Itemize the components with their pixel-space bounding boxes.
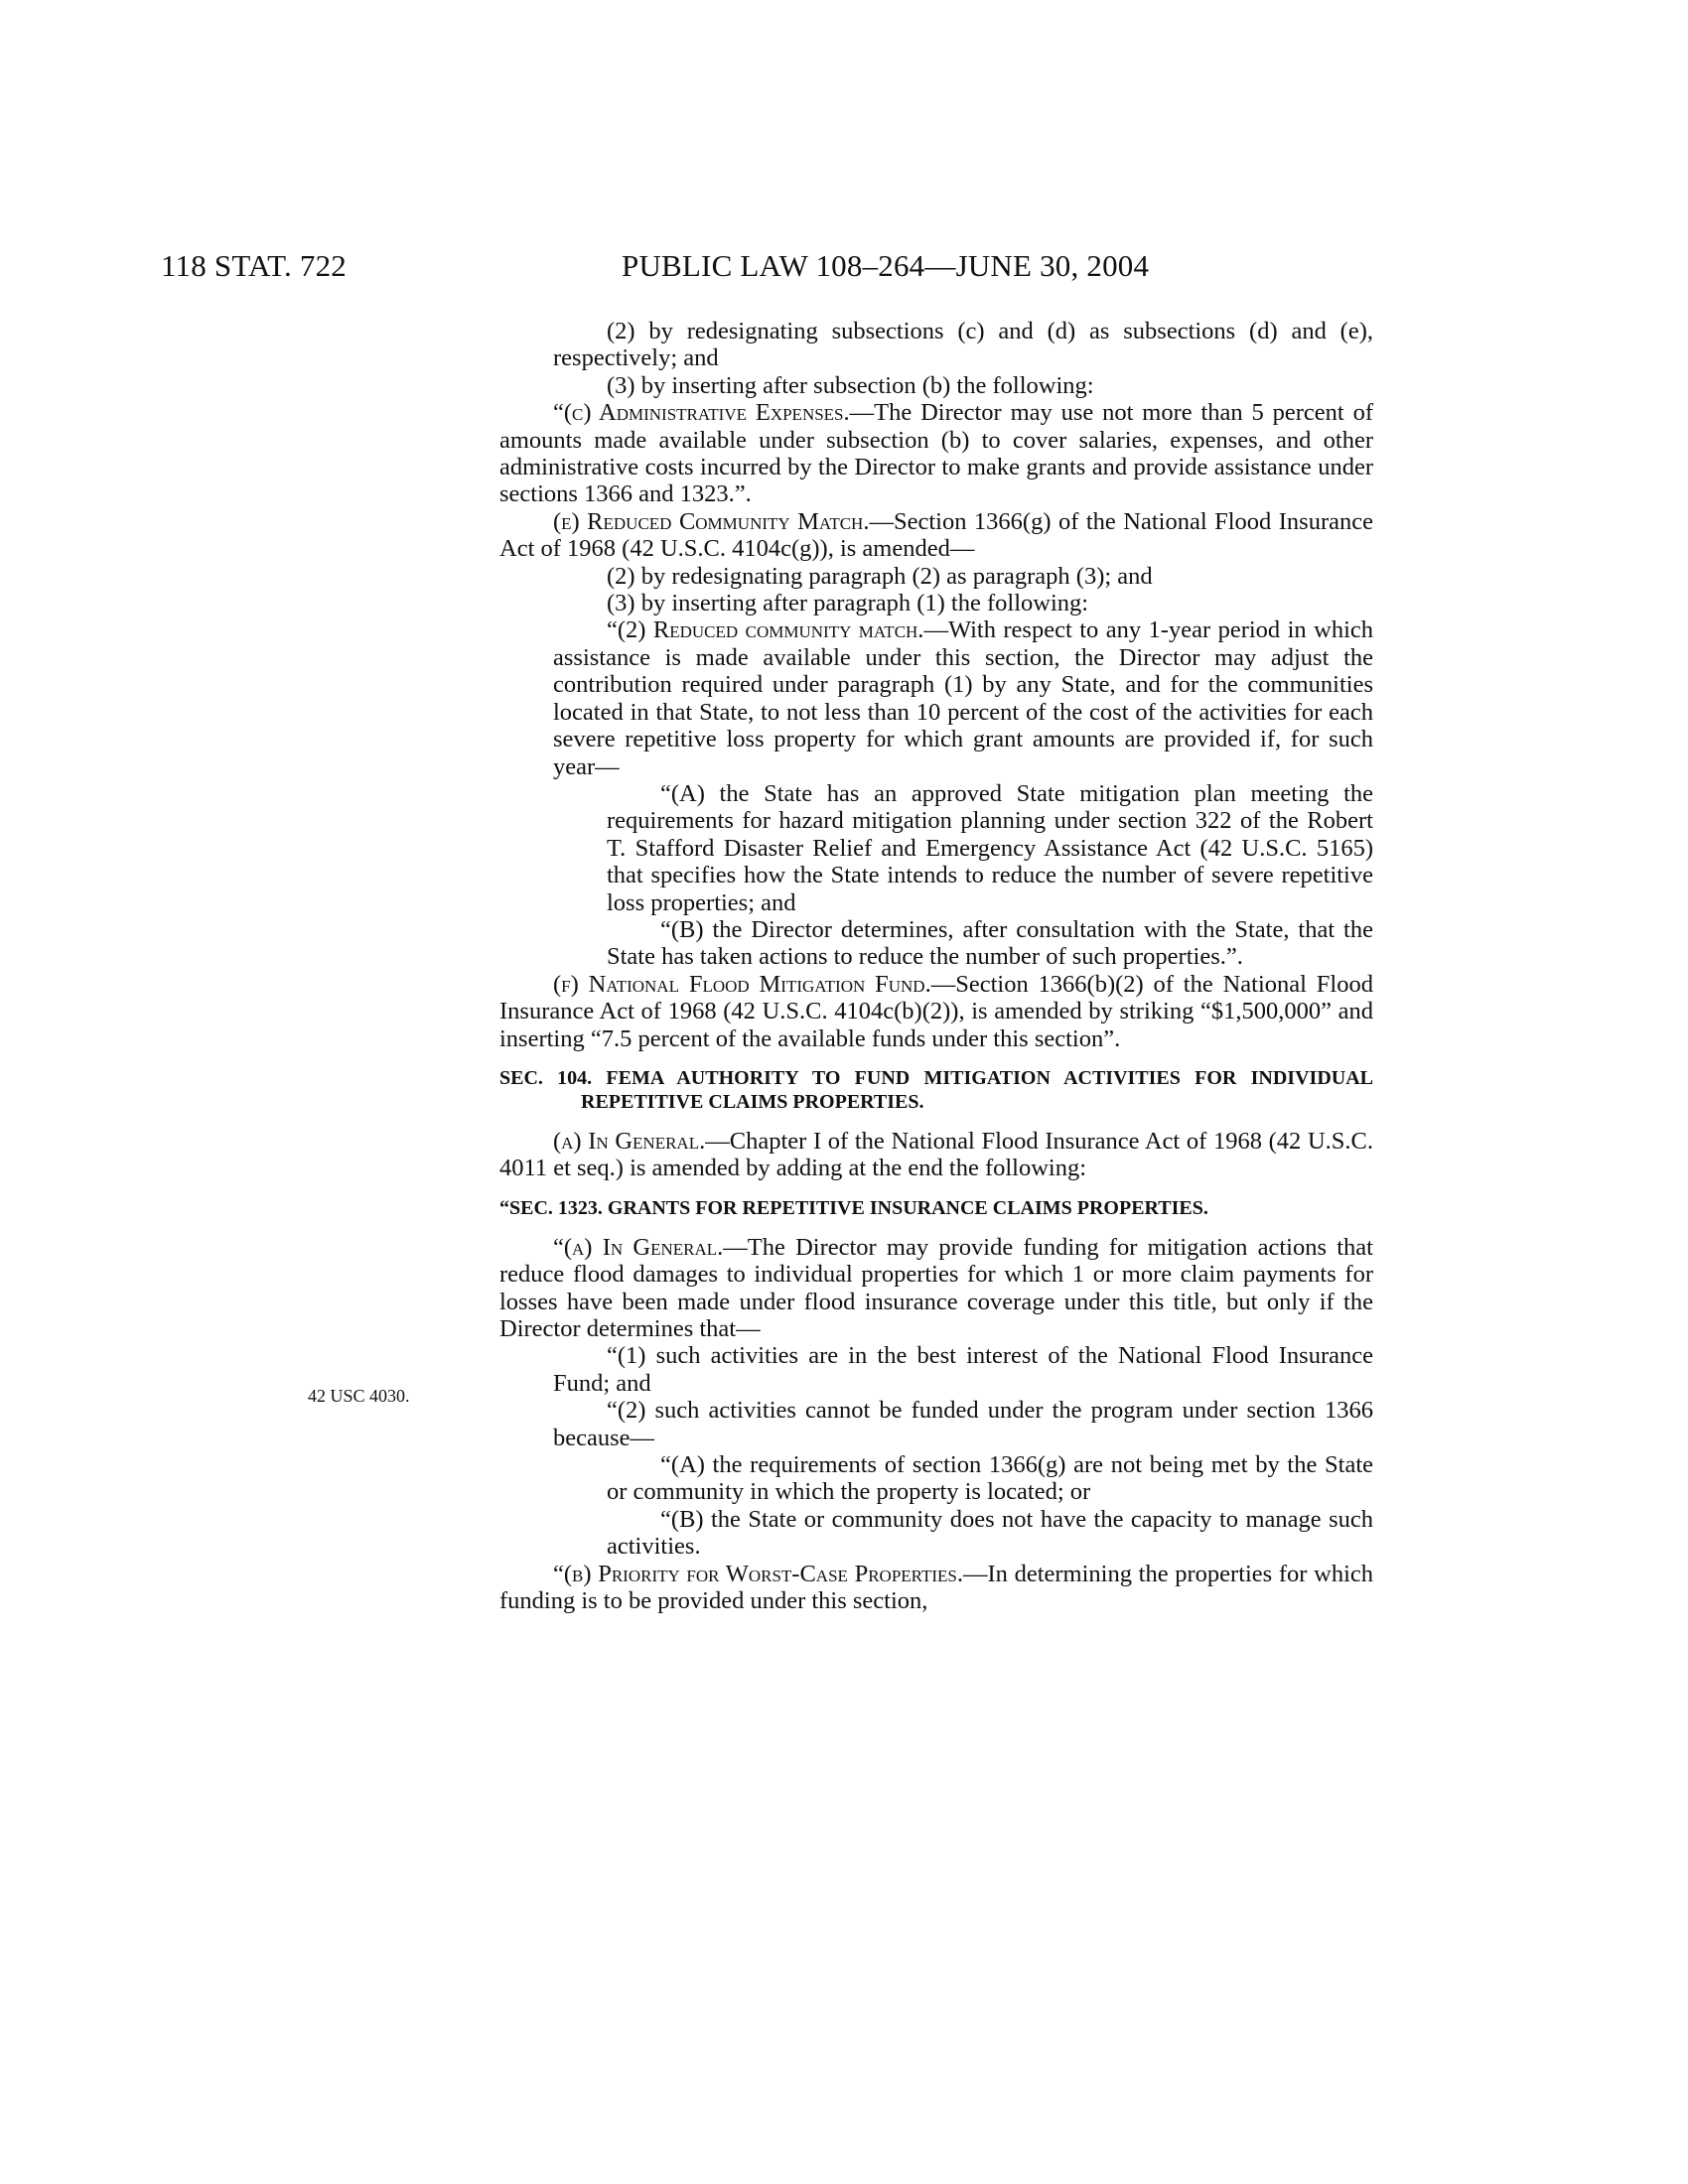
margin-citation: 42 USC 4030. xyxy=(308,1386,410,1406)
paragraph-text: —The Director may use not more than 5 percent of amounts made available under subsection (b) to cover salaries, expenses, and other administrative costs incurred by the Director to make grants and provide assistance under sections 1366 and 1323.”. xyxy=(499,399,1373,508)
paragraph: “(1) such activities are in the best interest of the National Flood Insurance Fund; and xyxy=(553,1342,1373,1397)
paragraph: (2) by redesignating paragraph (2) as paragraph (3); and xyxy=(607,562,1153,590)
section-heading: “SEC. 1323. GRANTS FOR REPETITIVE INSURANCE CLAIMS PROPERTIES. xyxy=(499,1196,1208,1219)
document-body xyxy=(499,318,1373,1614)
paragraph-text: —With respect to any 1-year period in which assistance is made available under this section, the Director may adjust the contribution required under paragraph (1) by any State, and for the communities located in that State, to not less than 10 percent of the cost of the activities for each severe repetitive loss property for which grant amounts are provided if, for such year— xyxy=(553,616,1373,780)
paragraph: (3) by inserting after paragraph (1) the following: xyxy=(607,590,1089,617)
subsection-heading: (f) National Flood Mitigation Fund. xyxy=(553,970,931,998)
subsection-heading: “(c) Administrative Expenses. xyxy=(553,399,850,427)
paragraph: (2) by redesignating subsections (c) and (d) as subsections (d) and (e), respectively; and xyxy=(553,318,1373,372)
paragraph xyxy=(499,508,1373,563)
subsection-heading: “(2) Reduced community match. xyxy=(607,616,924,644)
paragraph: “(B) the Director determines, after consultation with the State, that the State has taken actions to reduce the number of such properties.”. xyxy=(607,915,1373,971)
paragraph-text: —The Director may provide funding for mitigation actions that reduce flood damages to individual properties for which 1 or more claim payments for losses have been made under flood insurance coverage under this title, but only if the Director determines that— xyxy=(499,1233,1373,1342)
paragraph-text: —Section 1366(g) of the National Flood Insurance Act of 1968 (42 U.S.C. 4104c(g)), is amended— xyxy=(499,507,1373,563)
subsection-heading: (a) In General. xyxy=(553,1127,706,1155)
paragraph: “(2) such activities cannot be funded under the program under section 1366 because— xyxy=(553,1397,1373,1451)
paragraph: “(A) the State has an approved State mitigation plan meeting the requirements for hazard mitigation planning under section 322 of the Robert T. Stafford Disaster Relief and Emergency Assistance Act (42 U.S.C. 5165) that specifies how the State intends to reduce the number of severe repetitive loss properties; and xyxy=(607,779,1373,916)
paragraph-text: —In determining the properties for which funding is to be provided under this section, xyxy=(499,1560,1373,1615)
page-header-title: PUBLIC LAW 108–264—JUNE 30, 2004 xyxy=(622,248,1150,283)
paragraph-text: —Section 1366(b)(2) of the National Flood Insurance Act of 1968 (42 U.S.C. 4104c(b)(2)), is amended by striking “$1,500,000” and inserting “7.5 percent of the available funds under this section”. xyxy=(499,970,1373,1052)
paragraph xyxy=(499,616,1373,779)
paragraph: (3) by inserting after subsection (b) the following: xyxy=(607,371,1094,399)
stat-page-number: 118 STAT. 722 xyxy=(161,248,347,283)
subsection-heading: “(b) Priority for Worst-Case Properties. xyxy=(553,1560,964,1587)
paragraph: “(A) the requirements of section 1366(g) are not being met by the State or community in which the property is located; or xyxy=(607,1451,1373,1506)
subsection-heading: (e) Reduced Community Match. xyxy=(553,507,870,535)
paragraph-text: —Chapter I of the National Flood Insurance Act of 1968 (42 U.S.C. 4011 et seq.) is amended by adding at the end the following: xyxy=(499,1127,1373,1182)
paragraph xyxy=(499,1234,1373,1343)
paragraph xyxy=(499,1128,1373,1182)
subsection-heading: “(a) In General. xyxy=(553,1233,724,1261)
paragraph xyxy=(499,971,1373,1052)
paragraph xyxy=(499,1561,1373,1615)
paragraph: “(B) the State or community does not have the capacity to manage such activities. xyxy=(607,1505,1373,1561)
paragraph xyxy=(499,399,1373,508)
section-heading: SEC. 104. FEMA AUTHORITY TO FUND MITIGATION ACTIVITIES FOR INDIVIDUAL REPETITIVE CLAIMS PROPERTIES. xyxy=(499,1066,1373,1113)
